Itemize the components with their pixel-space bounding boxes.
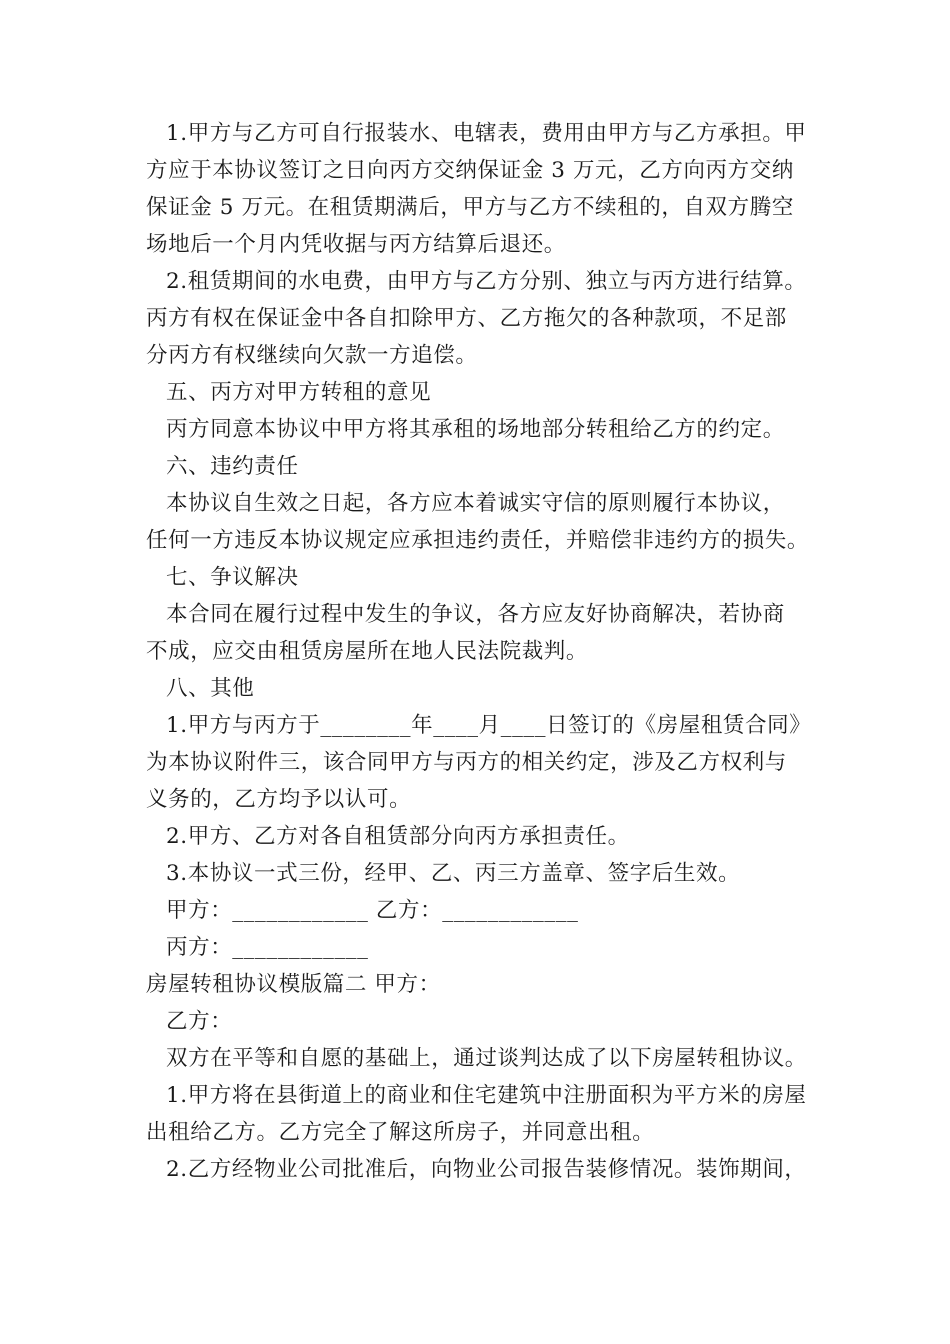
paragraph-line: 方应于本协议签订之日向丙方交纳保证金 3 万元，乙方向丙方交纳	[146, 158, 794, 183]
party-line: 乙方：	[166, 1009, 233, 1034]
paragraph-line: 丙方有权在保证金中各自扣除甲方、乙方拖欠的各种款项，不足部	[146, 306, 787, 331]
section-heading: 五、丙方对甲方转租的意见	[166, 380, 432, 405]
paragraph-line: 2.租赁期间的水电费，由甲方与乙方分别、独立与丙方进行结算。	[166, 269, 807, 294]
paragraph-line: 场地后一个月内凭收据与丙方结算后退还。	[146, 232, 566, 257]
paragraph-line: 分丙方有权继续向欠款一方追偿。	[146, 343, 478, 368]
paragraph-line: 1.甲方与乙方可自行报装水、电辖表，费用由甲方与乙方承担。甲	[166, 121, 807, 146]
paragraph-line: 3.本协议一式三份，经甲、乙、丙三方盖章、签字后生效。	[166, 861, 741, 886]
signature-line: 丙方：____________	[166, 935, 369, 960]
paragraph-line: 1.甲方与丙方于________年____月____日签订的《房屋租赁合同》	[166, 713, 812, 738]
paragraph-line: 丙方同意本协议中甲方将其承租的场地部分转租给乙方的约定。	[166, 417, 785, 442]
section-heading: 八、其他	[166, 676, 255, 701]
paragraph-line: 任何一方违反本协议规定应承担违约责任，并赔偿非违约方的损失。	[146, 528, 810, 553]
signature-line: 甲方：____________ 乙方：____________	[166, 898, 579, 923]
paragraph-line: 本协议自生效之日起，各方应本着诚实守信的原则履行本协议，	[166, 491, 785, 516]
paragraph-line: 1.甲方将在县街道上的商业和住宅建筑中注册面积为平方米的房屋	[166, 1083, 807, 1108]
paragraph-line: 2.甲方、乙方对各自租赁部分向丙方承担责任。	[166, 824, 630, 849]
paragraph-line: 不成，应交由租赁房屋所在地人民法院裁判。	[146, 639, 589, 664]
section-heading: 七、争议解决	[166, 565, 299, 590]
section-heading: 六、违约责任	[166, 454, 299, 479]
paragraph-line: 双方在平等和自愿的基础上，通过谈判达成了以下房屋转租协议。	[166, 1046, 807, 1071]
paragraph-line: 义务的，乙方均予以认可。	[146, 787, 412, 812]
paragraph-line: 出租给乙方。乙方完全了解这所房子，并同意出租。	[146, 1120, 655, 1145]
section-title: 房屋转租协议模版篇二 甲方：	[146, 972, 441, 997]
paragraph-line: 为本协议附件三，该合同甲方与丙方的相关约定，涉及乙方权利与	[146, 750, 787, 775]
paragraph-line: 本合同在履行过程中发生的争议，各方应友好协商解决，若协商	[166, 602, 785, 627]
paragraph-line: 2.乙方经物业公司批准后，向物业公司报告装修情况。装饰期间，	[166, 1157, 807, 1182]
paragraph-line: 保证金 5 万元。在租赁期满后，甲方与乙方不续租的，自双方腾空	[146, 195, 794, 220]
